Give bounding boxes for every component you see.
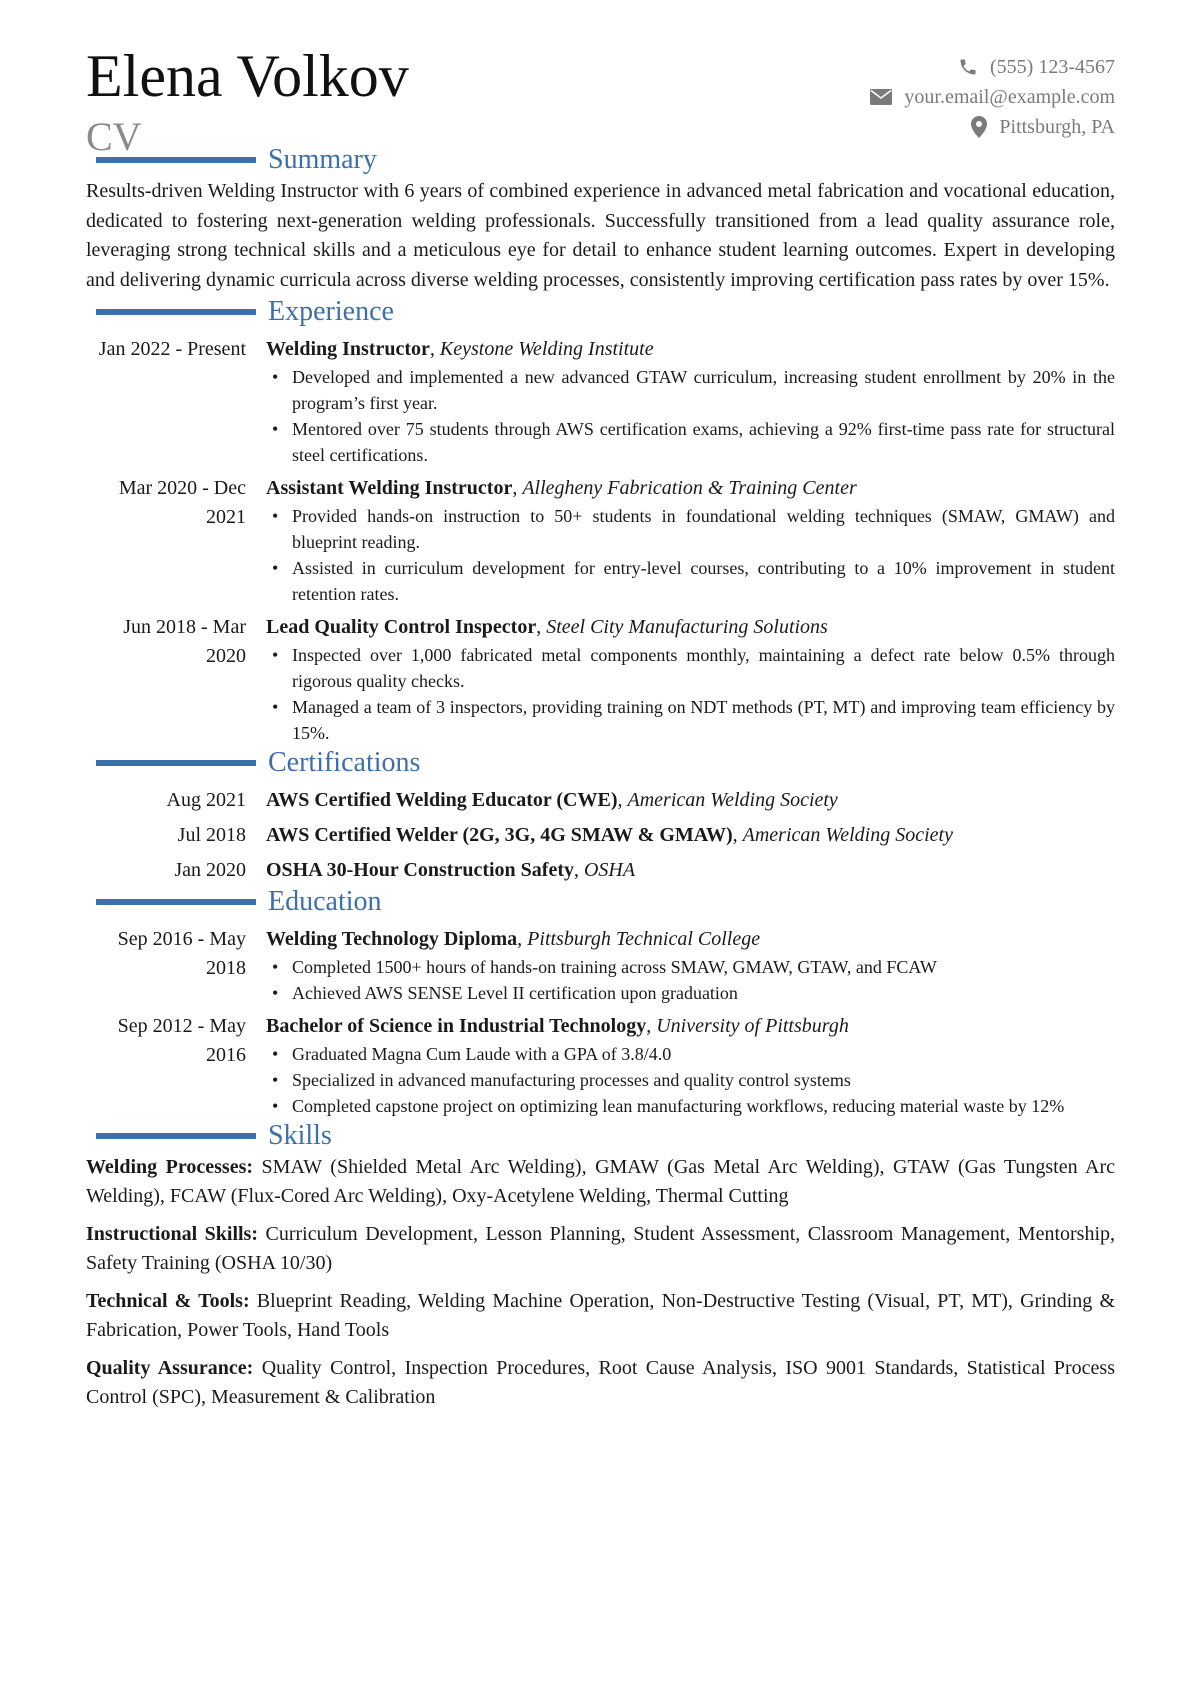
experience-section-heading	[86, 295, 1115, 329]
entry-org: American Welding Society	[742, 824, 953, 846]
entry-date: Jun 2018 - Mar 2020	[123, 616, 246, 667]
entry-role: Assistant Welding Instructor	[266, 477, 513, 499]
entry-org: Steel City Manufacturing Solutions	[546, 616, 828, 638]
entry-body: OSHA 30-Hour Construction Safety, OSHA	[266, 859, 636, 881]
header	[86, 40, 1115, 159]
skill-label: Quality Assurance:	[86, 1357, 254, 1379]
contact-block	[870, 52, 1115, 142]
skill-text: Curriculum Development, Lesson Planning, Student Assessment, Classroom Management, Mentorship, Safety Training (OSHA 10/30)	[86, 1223, 1115, 1274]
entry-org: OSHA	[583, 859, 636, 881]
location-text: Pittsburgh, PA	[999, 116, 1115, 138]
email-row	[870, 82, 1115, 112]
list-item: • Completed 1500+ hours of hands-on training across SMAW, GMAW, GTAW, and FCAW	[266, 954, 1115, 980]
entry-role: Welding Technology Diploma	[266, 928, 518, 950]
list-item: • Completed capstone project on optimizing lean manufacturing workflows, reducing material waste by 12%	[266, 1093, 1115, 1119]
entry-org: University of Pittsburgh	[656, 1015, 849, 1037]
entry-date: Aug 2021	[166, 789, 246, 811]
certification-entry	[86, 856, 1115, 885]
skill-text: Blueprint Reading, Welding Machine Operation, Non-Destructive Testing (Visual, PT, MT), Grinding & Fabrication, Power Tools, Hand Tools	[86, 1290, 1116, 1341]
education-entry	[86, 1012, 1115, 1119]
entry-org: Pittsburgh Technical College	[527, 928, 761, 950]
section-accent-bar	[96, 899, 256, 905]
entry-body: Bachelor of Science in Industrial Technology, University of Pittsburgh • Graduated Magna Cum Laude with a GPA of 3.8/4.0 • Specialized in advanced manufacturing processes and quality control systems • Completed capstone project on optimizing lean manufacturing workflows, reducing material waste by 12%	[266, 1012, 1115, 1119]
summary-text: Results-driven Welding Instructor with 6 years of combined experience in advanced metal fabrication and vocational education, dedicated to fostering next-generation welding professionals. Successfully transitioned from a lead quality assurance role, leveraging strong technical skills and a meticulous eye for detail to enhance student learning outcomes. Expert in developing and delivering dynamic curricula across diverse welding processes, consistently improving certification pass rates by over 15%.	[86, 180, 1115, 291]
skill-group	[86, 1153, 1115, 1211]
entry-role: Lead Quality Control Inspector	[266, 616, 537, 638]
list-item: • Managed a team of 3 inspectors, providing training on NDT methods (PT, MT) and improving team efficiency by 15%.	[266, 694, 1115, 746]
list-item: • Provided hands-on instruction to 50+ students in foundational welding techniques (SMAW, GMAW) and blueprint reading.	[266, 503, 1115, 555]
entry-org: Keystone Welding Institute	[439, 338, 654, 360]
entry-body: Welding Technology Diploma, Pittsburgh Technical College • Completed 1500+ hours of hands-on training across SMAW, GMAW, GTAW, and FCAW • Achieved AWS SENSE Level II certification upon graduation	[266, 925, 1115, 1006]
entry-bullets	[266, 954, 1115, 1006]
list-item: • Graduated Magna Cum Laude with a GPA of 3.8/4.0	[266, 1041, 1115, 1067]
entry-role: OSHA 30-Hour Construction Safety	[266, 859, 574, 881]
certifications-section-heading	[86, 746, 1115, 780]
skill-text: Quality Control, Inspection Procedures, Root Cause Analysis, ISO 9001 Standards, Statistical Process Control (SPC), Measurement & Calibration	[86, 1357, 1115, 1408]
section-title: Experience	[268, 296, 394, 327]
summary-section-heading	[86, 143, 1115, 177]
phone-text[interactable]: (555) 123-4567	[990, 56, 1115, 78]
entry-body: Assistant Welding Instructor, Allegheny Fabrication & Training Center • Provided hands-on instruction to 50+ students in foundational welding techniques (SMAW, GMAW) and blueprint reading. • Assisted in curriculum development for entry-level courses, contributing to a 10% improvement in student retention rates.	[266, 474, 1115, 607]
document-subtitle: CV	[86, 114, 142, 159]
entry-date: Mar 2020 - Dec 2021	[118, 477, 246, 528]
phone-row	[870, 52, 1115, 82]
entry-org: Allegheny Fabrication & Training Center	[522, 477, 857, 499]
certification-entry	[86, 786, 1115, 815]
name-heading: Elena Volkov	[86, 43, 409, 109]
entry-body: Lead Quality Control Inspector, Steel City Manufacturing Solutions • Inspected over 1,000 fabricated metal components monthly, maintaining a defect rate below 0.5% through rigorous quality checks. • Managed a team of 3 inspectors, providing training on NDT methods (PT, MT) and improving team efficiency by 15%.	[266, 613, 1115, 746]
map-pin-icon	[971, 116, 987, 138]
list-item: • Assisted in curriculum development for entry-level courses, contributing to a 10% improvement in student retention rates.	[266, 555, 1115, 607]
skill-group	[86, 1220, 1115, 1278]
skill-text: SMAW (Shielded Metal Arc Welding), GMAW (Gas Metal Arc Welding), GTAW (Gas Tungsten Arc Welding), FCAW (Flux-Cored Arc Welding), Oxy-Acetylene Welding, Thermal Cutting	[86, 1156, 1115, 1207]
section-title: Certifications	[268, 747, 421, 778]
experience-entry	[86, 474, 1115, 607]
entry-body: AWS Certified Welder (2G, 3G, 4G SMAW & GMAW), American Welding Society	[266, 824, 953, 846]
section-accent-bar	[96, 309, 256, 315]
entry-date: Jan 2022 - Present	[98, 338, 246, 360]
section-title: Education	[268, 886, 382, 917]
entry-org: American Welding Society	[627, 789, 838, 811]
entry-role: Bachelor of Science in Industrial Technology	[266, 1015, 647, 1037]
entry-bullets	[266, 1041, 1115, 1119]
skills-section-heading	[86, 1119, 1115, 1153]
entry-bullets	[266, 364, 1115, 468]
section-accent-bar	[96, 760, 256, 766]
entry-role: AWS Certified Welding Educator (CWE)	[266, 789, 618, 811]
entry-body: AWS Certified Welding Educator (CWE), American Welding Society	[266, 789, 838, 811]
education-entry	[86, 925, 1115, 1006]
list-item: • Specialized in advanced manufacturing processes and quality control systems	[266, 1067, 1115, 1093]
phone-icon	[958, 57, 978, 77]
section-title: Skills	[268, 1120, 332, 1151]
entry-bullets	[266, 503, 1115, 607]
entry-date: Sep 2016 - May 2018	[117, 928, 246, 979]
email-link[interactable]: your.email@example.com	[904, 86, 1115, 108]
skill-label: Technical & Tools:	[86, 1290, 250, 1312]
skill-group	[86, 1354, 1115, 1412]
section-accent-bar	[96, 1133, 256, 1139]
skill-label: Instructional Skills:	[86, 1223, 258, 1245]
entry-role: AWS Certified Welder (2G, 3G, 4G SMAW & GMAW)	[266, 824, 733, 846]
education-section-heading	[86, 885, 1115, 919]
entry-bullets	[266, 642, 1115, 746]
experience-entry	[86, 613, 1115, 746]
list-item: • Developed and implemented a new advanced GTAW curriculum, increasing student enrollment by 20% in the program’s first year.	[266, 364, 1115, 416]
list-item: • Inspected over 1,000 fabricated metal components monthly, maintaining a defect rate below 0.5% through rigorous quality checks.	[266, 642, 1115, 694]
certification-entry	[86, 821, 1115, 850]
skill-label: Welding Processes:	[86, 1156, 254, 1178]
entry-body: Welding Instructor, Keystone Welding Institute • Developed and implemented a new advanced GTAW curriculum, increasing student enrollment by 20% in the program’s first year. • Mentored over 75 students through AWS certification exams, achieving a 92% first-time pass rate for structural steel certifications.	[266, 335, 1115, 468]
location-row	[870, 112, 1115, 142]
list-item: • Mentored over 75 students through AWS certification exams, achieving a 92% first-time pass rate for structural steel certifications.	[266, 416, 1115, 468]
envelope-icon	[870, 89, 892, 105]
list-item: • Achieved AWS SENSE Level II certification upon graduation	[266, 980, 1115, 1006]
resume-page	[86, 40, 1115, 1421]
section-title: Summary	[268, 144, 377, 175]
skill-group	[86, 1287, 1115, 1345]
experience-entry	[86, 335, 1115, 468]
entry-date: Jan 2020	[174, 859, 246, 881]
entry-role: Welding Instructor	[266, 338, 430, 360]
entry-date: Jul 2018	[177, 824, 246, 846]
entry-date: Sep 2012 - May 2016	[117, 1015, 246, 1066]
